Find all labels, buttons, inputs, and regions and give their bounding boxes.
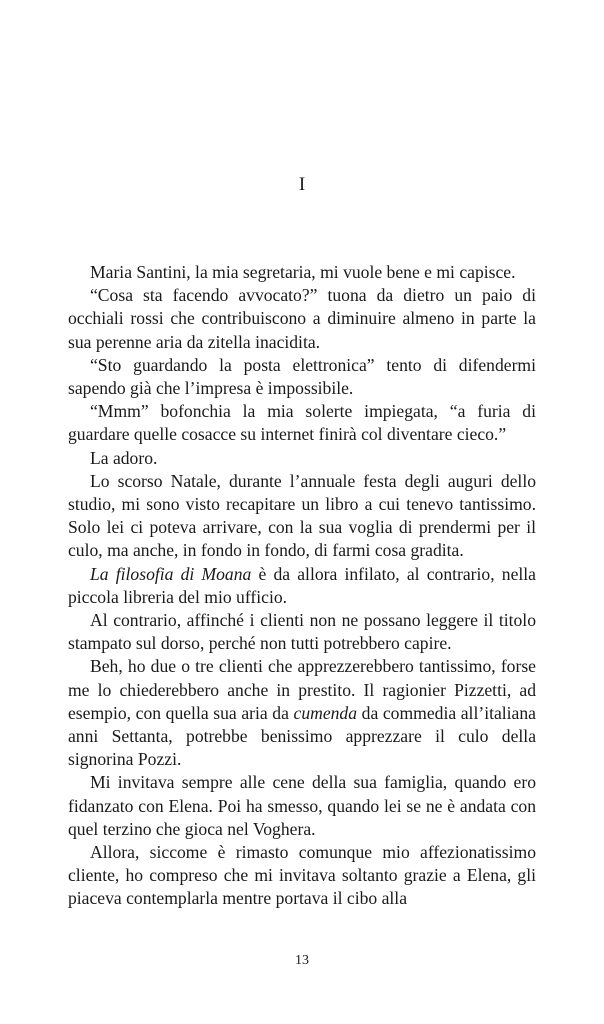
paragraph [68, 400, 536, 446]
text-run: Beh, ho due o tre clienti che apprezzerebbero tantissimo, forse me lo chiederebbero anche in prestito. Il ragionier Pizzetti, ad esempio, con quella sua aria da [68, 656, 536, 723]
italic-text: cumenda [293, 702, 358, 723]
paragraph [68, 563, 536, 609]
paragraph [68, 470, 536, 563]
paragraph [68, 447, 536, 470]
paragraph [68, 261, 536, 284]
text-run: “Mmm” bofonchia la mia solerte impiegata, “a furia di guardare quelle cosacce su internet finirà col diventare cieco.” [68, 401, 536, 445]
text-body [68, 261, 536, 911]
chapter-number: I [298, 174, 306, 195]
italic-text: La filosofia di Moana [90, 563, 252, 584]
text-run: La adoro. [90, 447, 158, 468]
text-run: Al contrario, affinché i clienti non ne possano leggere il titolo stampato sul dorso, perché non tutti potrebbero capire. [68, 610, 536, 654]
text-run: è da allora infilato, al contrario, nella piccola libreria del mio ufficio. [68, 563, 536, 607]
paragraph [68, 771, 536, 841]
text-run: “Cosa sta facendo avvocato?” tuona da dietro un paio di occhiali rossi che contribuiscono a diminuire almeno in parte la sua perenne aria da zitella inacidita. [68, 285, 536, 352]
text-run: Mi invitava sempre alle cene della sua famiglia, quando ero fidanzato con Elena. Poi ha smesso, quando lei se ne è andata con quel terzino che gioca nel Voghera. [68, 772, 536, 839]
text-run: Lo scorso Natale, durante l’annuale festa degli auguri dello studio, mi sono visto recapitare un libro a cui tenevo tantissimo. Solo lei ci poteva arrivare, con la sua voglia di prendermi per il culo, ma anche, in fondo in fondo, di farmi cosa gradita. [68, 470, 536, 561]
text-run: “Sto guardando la posta elettronica” tento di difendermi sapendo già che l’impresa è impossibile. [68, 354, 536, 399]
paragraph [68, 354, 536, 400]
text-run: Maria Santini, la mia segretaria, mi vuole bene e mi capisce. [90, 262, 516, 282]
paragraph [68, 655, 536, 771]
paragraph [68, 841, 536, 911]
text-run: Allora, siccome è rimasto comunque mio affezionatissimo cliente, ho compreso che mi invitava soltanto grazie a Elena, gli piaceva contemplarla mentre portava il cibo alla [68, 842, 536, 909]
text-run: da commedia all’italiana anni Settanta, potrebbe benissimo apprezzare il culo della signorina Pozzi. [68, 702, 536, 770]
paragraph [68, 609, 536, 655]
page-number: 13 [295, 953, 309, 968]
paragraph [68, 284, 536, 354]
